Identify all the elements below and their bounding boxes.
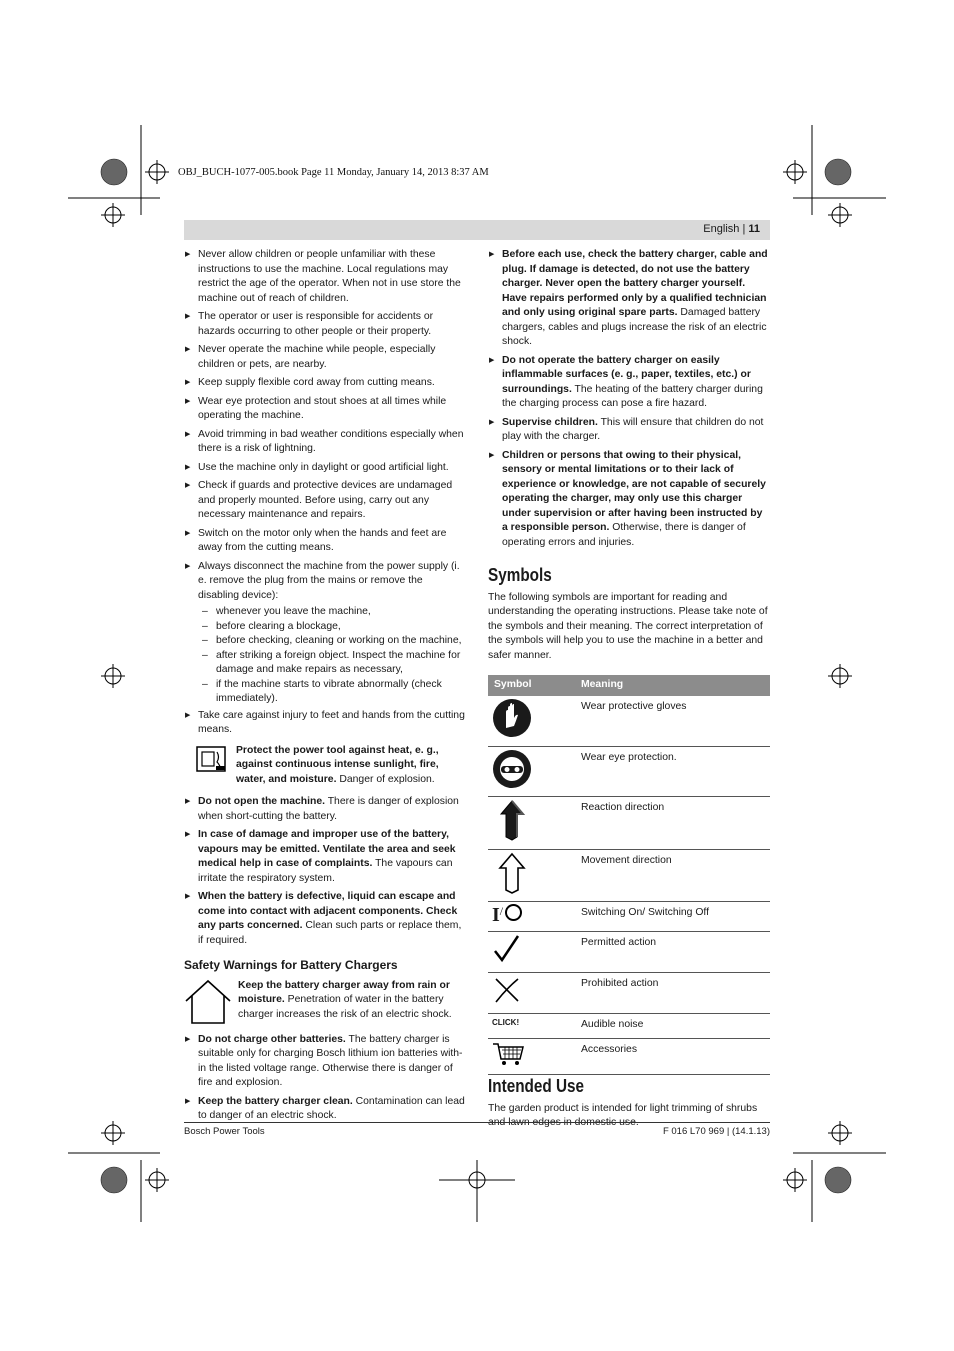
list-item: ▶ Before each use, check the battery charger, cable and plug. If damage is detected, do not use the battery charger. Never open the battery charger yourself. Have repairs performed only by a qualified technician and only using original spare parts. Damaged battery chargers, cables and plugs increase the risk of an electric shock. (488, 248, 770, 350)
symbols-heading: Symbols (488, 565, 552, 585)
dash-item: – after striking a foreign object. Inspect the machine for damage and make repairs as necessary, (202, 649, 466, 678)
list-item: ▶ Keep supply flexible cord away from cutting means. (184, 376, 466, 391)
list-item: ▶ Avoid trimming in bad weather conditions especially when there is a risk of lightning. (184, 428, 466, 457)
list-item: ▶ Do not open the machine. There is danger of explosion when short-cutting the battery. (184, 795, 466, 824)
cross-icon (492, 975, 522, 1005)
symbol-meaning: Wear eye protection. (575, 746, 770, 797)
list-item: ▶ The operator or user is responsible for accidents or hazards occurring to other people or their property. (184, 310, 466, 339)
dash-item: – before checking, cleaning or working on the machine, (202, 634, 466, 649)
dash-item: – before clearing a blockage, (202, 620, 466, 635)
symbols-table (488, 675, 770, 1075)
table-row (488, 746, 770, 797)
table-row (488, 1013, 770, 1038)
page-header-bar (184, 220, 770, 240)
goggles-icon (492, 749, 532, 789)
on-off-icon: I/ (492, 904, 522, 926)
list-item: ▶ Wear eye protection and stout shoes at all times while operating the machine. (184, 395, 466, 424)
list-item: ▶ Switch on the motor only when the hands and feet are away from the cutting means. (184, 527, 466, 556)
list-item: ▶ Check if guards and protective devices are undamaged and properly mounted. Before using, carry out any necessary maintenance and repairs. (184, 479, 466, 523)
symbol-meaning: Movement direction (575, 849, 770, 902)
symbols-intro: The following symbols are important for reading and understanding the operating instructions. Please take note of the symbols and their meaning. The correct interpretation of the symbols will help you to use the machine in a better and safer manner. (488, 591, 768, 661)
table-row (488, 696, 770, 746)
list-item: ▶ Take care against injury to feet and hands from the cutting means. (184, 709, 466, 738)
table-row (488, 1038, 770, 1075)
list-item: ▶ Keep the battery charger clean. Contamination can lead to danger of an electric shock. (184, 1095, 466, 1124)
list-item: ▶ Use the machine only in daylight or good artificial light. (184, 461, 466, 476)
symbol-meaning: Prohibited action (575, 973, 770, 1014)
list-item: ▶ Never allow children or people unfamiliar with these instructions to use the machine. Local regulations may restrict the age of the operator. When not in use store the machine out of reach of children. (184, 248, 466, 306)
intended-use-text: The garden product is intended for light trimming of shrubs (488, 1102, 758, 1114)
table-row (488, 902, 770, 932)
house-icon (184, 979, 232, 1025)
heat-warning: Protect the power tool against heat, e. g., against continuous intense sunlight, fire, water, and moisture. Danger of explosion. (196, 744, 466, 788)
charger-safety-heading: Safety Warnings for Battery Chargers (184, 958, 398, 972)
symbol-meaning: Reaction direction (575, 797, 770, 850)
page-number: 11 (748, 223, 760, 235)
reaction-arrow-icon (492, 799, 532, 841)
heat-sunlight-icon (196, 744, 232, 774)
right-column (488, 248, 770, 1131)
dash-item: – whenever you leave the machine, (202, 605, 466, 620)
table-row (488, 797, 770, 850)
rain-warning: Keep the battery charger away from rain or moisture. Penetration of water in the battery charger increases the risk of an electric shock. (184, 979, 466, 1025)
dash-list (202, 605, 466, 707)
check-icon (492, 934, 522, 964)
footer-doc-number: F 016 L70 969 | (14.1.13) (662, 1126, 770, 1137)
list-item: ▶ Never operate the machine while people, especially children or pets, are nearby. (184, 343, 466, 372)
cart-icon (492, 1041, 526, 1067)
list-item: ▶ Always disconnect the machine from the power supply (i. e. remove the plug from the mains or remove the disabling device): (184, 560, 466, 604)
list-item: ▶ Do not operate the battery charger on easily inflammable surfaces (e. g., paper, textiles, etc.) or surroundings. The heating of the battery charger during the charging process can pose a fire hazard. (488, 354, 770, 412)
table-row (488, 973, 770, 1014)
table-row (488, 849, 770, 902)
symbol-meaning: Wear protective gloves (575, 696, 770, 746)
list-item: ▶ When the battery is defective, liquid can escape and come into contact with adjacent components. Check any parts concerned. Clean such parts or replace them, if required. (184, 890, 466, 948)
gloves-icon (492, 698, 532, 738)
intended-use-heading: Intended Use (488, 1076, 585, 1096)
footer-divider (184, 1122, 770, 1123)
print-header: OBJ_BUCH-1077-005.book Page 11 Monday, January 14, 2013 8:37 AM (178, 167, 489, 178)
list-item: ▶ Supervise children. This will ensure that children do not play with the charger. (488, 416, 770, 445)
list-item: ▶ In case of damage and improper use of the battery, vapours may be emitted. Ventilate the area and seek medical help in case of complaints. The vapours can irritate the respiratory system. (184, 828, 466, 886)
footer-brand: Bosch Power Tools (184, 1126, 265, 1137)
page-header-language: English | 11 (703, 223, 760, 235)
list-item: ▶ Children or persons that owing to their physical, sensory or mental limitations or to their lack of experience or knowledge, are not capable of securely operating the charger, may only use this charger under supervision or after having been instructed by a responsible person. Otherwise, there is danger of operating errors and injuries. (488, 449, 770, 551)
click-text: CLICK! (492, 1017, 520, 1027)
table-header-meaning: Meaning (575, 675, 770, 696)
table-header-symbol: Symbol (488, 675, 575, 696)
symbol-meaning: Switching On/ Switching Off (575, 902, 770, 932)
list-item: ▶ Do not charge other batteries. The battery charger is suitable only for charging Bosch lithium ion batteries with-in the listed voltage range. Otherwise there is danger of fire and explosion. (184, 1033, 466, 1091)
movement-arrow-icon (492, 852, 532, 894)
symbol-meaning: Audible noise (575, 1013, 770, 1038)
symbol-meaning: Permitted action (575, 932, 770, 973)
left-column (184, 248, 466, 1128)
table-row (488, 932, 770, 973)
symbol-meaning: Accessories (575, 1038, 770, 1075)
dash-item: – if the machine starts to vibrate abnormally (check immediately). (202, 678, 466, 707)
